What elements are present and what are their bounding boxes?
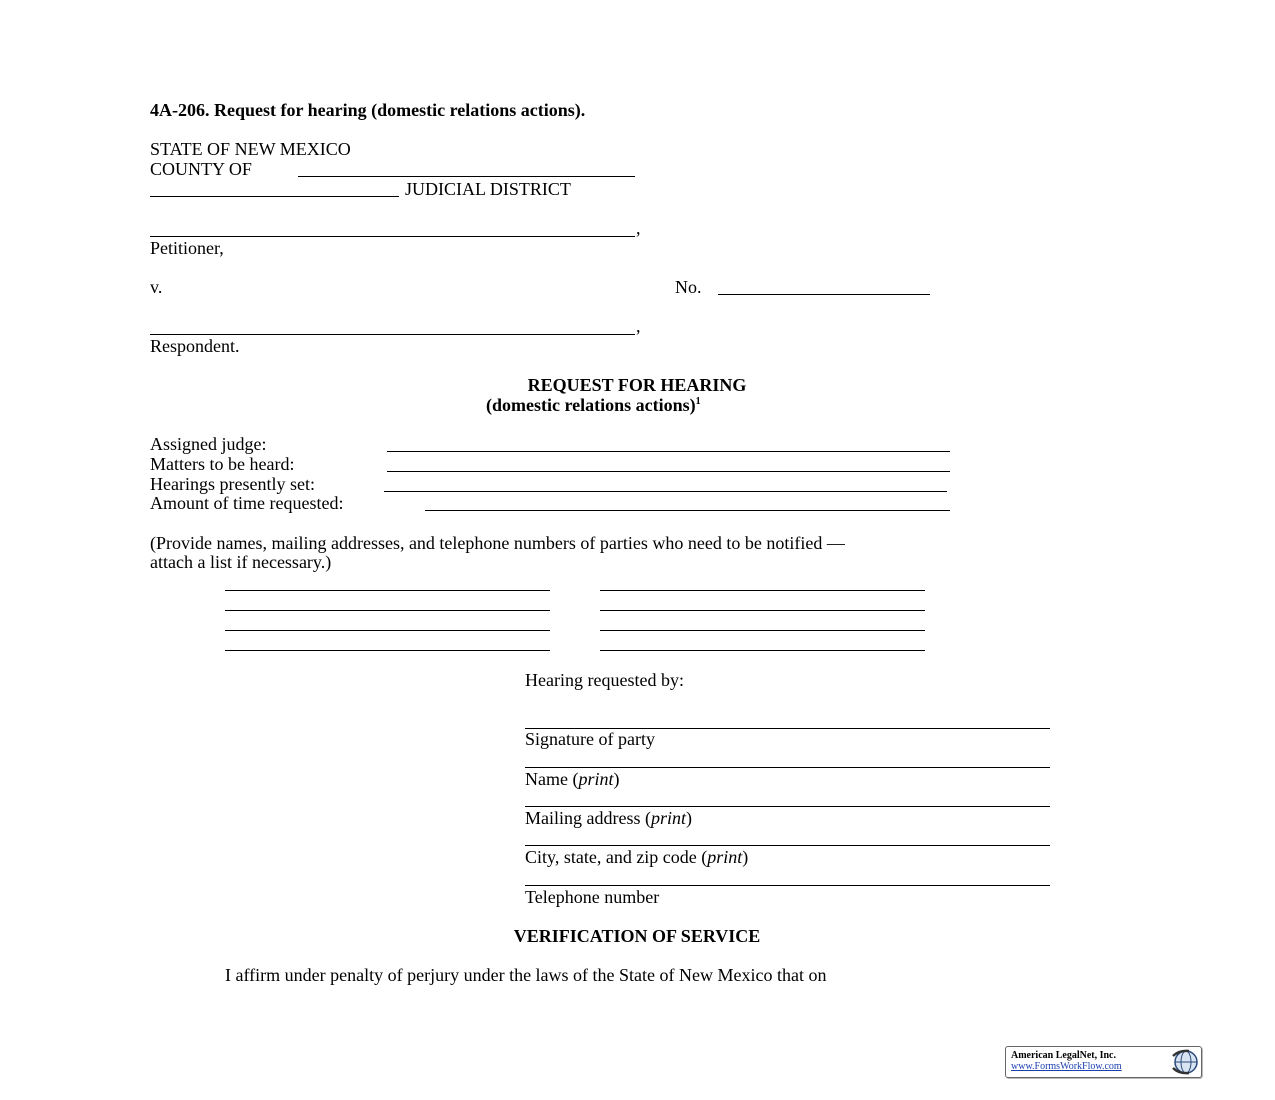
name-blank[interactable]	[525, 767, 1050, 768]
party-blank[interactable]	[600, 650, 925, 651]
respondent-label: Respondent.	[150, 336, 240, 356]
logo-website-link[interactable]: www.FormsWorkFlow.com	[1011, 1061, 1122, 1072]
county-label: COUNTY OF	[150, 159, 252, 179]
respondent-blank[interactable]	[150, 334, 635, 335]
hearings-set-blank[interactable]	[384, 491, 947, 492]
mailing-address-blank[interactable]	[525, 806, 1050, 807]
party-blank[interactable]	[600, 610, 925, 611]
hearings-set-label: Hearings presently set:	[150, 474, 315, 494]
party-blank[interactable]	[600, 630, 925, 631]
county-blank[interactable]	[298, 176, 635, 177]
form-subtitle: (domestic relations actions)$^1$	[486, 395, 701, 415]
name-label: Name (print)	[525, 769, 620, 789]
petitioner-label: Petitioner,	[150, 238, 224, 258]
time-requested-blank[interactable]	[425, 510, 950, 511]
telephone-blank[interactable]	[525, 885, 1050, 886]
party-blank[interactable]	[225, 610, 550, 611]
american-legalnet-logo[interactable]	[1005, 1046, 1202, 1078]
parties-instruction-line1: (Provide names, mailing addresses, and telephone numbers of parties who need to be notified —	[150, 533, 845, 553]
logo-company-name: American LegalNet, Inc.	[1011, 1050, 1116, 1061]
verification-title: VERIFICATION OF SERVICE	[513, 926, 761, 946]
party-blank[interactable]	[225, 590, 550, 591]
petitioner-blank[interactable]	[150, 236, 635, 237]
party-blank[interactable]	[600, 590, 925, 591]
telephone-label: Telephone number	[525, 887, 660, 907]
matters-label: Matters to be heard:	[150, 454, 295, 474]
assigned-judge-blank[interactable]	[387, 451, 950, 452]
requested-by-label: Hearing requested by:	[525, 670, 684, 690]
versus-label: v.	[150, 277, 163, 297]
party-blank[interactable]	[225, 650, 550, 651]
form-heading: 4A-206. Request for hearing (domestic relations actions).	[150, 100, 586, 120]
globe-icon	[1169, 1048, 1199, 1076]
district-blank[interactable]	[150, 196, 399, 197]
footnote-mark: 1	[695, 396, 701, 407]
matters-blank[interactable]	[387, 471, 950, 472]
city-state-zip-blank[interactable]	[525, 845, 1050, 846]
affirmation-text: I affirm under penalty of perjury under the laws of the State of New Mexico that on	[225, 965, 827, 985]
case-number-label: No.	[675, 277, 702, 297]
state-label: STATE OF NEW MEXICO	[150, 139, 351, 159]
mailing-address-label: Mailing address (print)	[525, 808, 692, 828]
signature-label: Signature of party	[525, 729, 655, 749]
petitioner-comma: ,	[636, 218, 641, 238]
case-number-blank[interactable]	[718, 294, 930, 295]
parties-instruction-line2: attach a list if necessary.)	[150, 552, 332, 572]
assigned-judge-label: Assigned judge:	[150, 434, 267, 454]
form-title: REQUEST FOR HEARING	[527, 375, 747, 395]
district-label: JUDICIAL DISTRICT	[405, 179, 571, 199]
time-requested-label: Amount of time requested:	[150, 493, 344, 513]
respondent-comma: ,	[636, 316, 641, 336]
party-blank[interactable]	[225, 630, 550, 631]
city-state-zip-label: City, state, and zip code (print)	[525, 847, 749, 867]
